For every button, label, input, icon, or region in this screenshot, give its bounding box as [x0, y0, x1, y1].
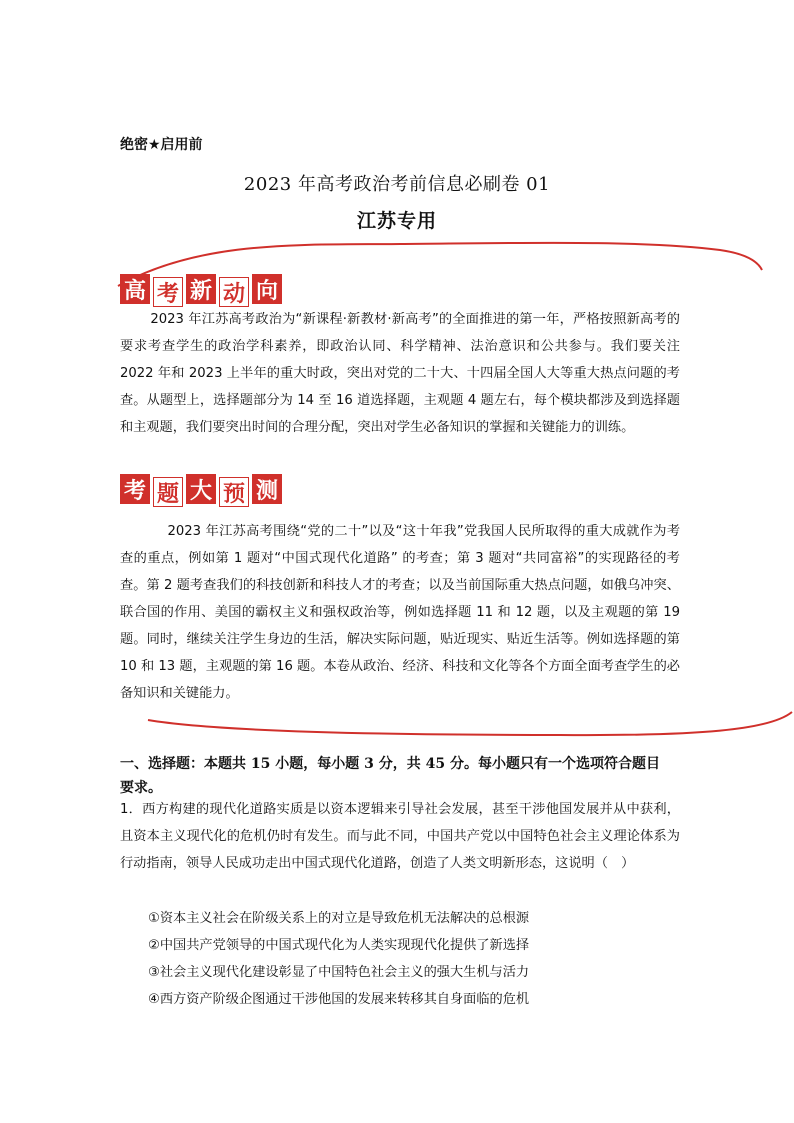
prediction-paragraph: 2023 年江苏高考围绕“党的二十”以及“这十年我”党我国人民所取得的重大成就作为考查的重点，例如第 1 题对“中国式现代化道路” 的考查；第 3 题对“共同富裕”的实现路径的考查。第 2 题考查我们的科技创新和科技人才的考查；以及当前国际重大热点问题，如俄乌冲突、联合国的作用、美国的霸权主义和强权政治等，例如选择题 11 和 12 题，以及主观题的第 19 题。同时，继续关注学生身边的生活，解决实际问题，贴近现实、贴近生活等。例如选择题的第 10 和 13 题，主观题的第 16 题。本卷从政治、经济、科技和文化等各个方面全面考查学生的必备知识和关键能力。: [120, 524, 680, 701]
banner-char: 预: [219, 477, 249, 507]
banner-prediction: [120, 474, 285, 507]
banner-char: 题: [153, 477, 183, 507]
banner-char: 向: [252, 274, 282, 304]
banner-char: 高: [120, 274, 150, 304]
secret-label: 绝密★启用前: [120, 137, 203, 153]
option-item: ②中国共产党领导的中国式现代化为人类实现现代化提供了新选择: [148, 938, 530, 953]
question-1-stem: 1．西方构建的现代化道路实质是以资本逻辑来引导社会发展，甚至干涉他国发展并从中获利，且资本主义现代化的危机仍时有发生。而与此不同，中国共产党以中国特色社会主义理论体系为行动指南，领导人民成功走出中国式现代化道路，创造了人类文明新形态，这说明（ ）: [120, 802, 680, 871]
banner-char: 新: [186, 274, 216, 304]
option-item: ④西方资产阶级企图通过干涉他国的发展来转移其自身面临的危机: [148, 992, 530, 1007]
banner-char: 测: [252, 474, 282, 504]
banner-char: 考: [153, 277, 183, 307]
question-1-options: [148, 905, 529, 1013]
page-title: 2023 年高考政治考前信息必刷卷 01: [243, 174, 551, 195]
banner-char: 考: [120, 474, 150, 504]
option-item: ①资本主义社会在阶级关系上的对立是导致危机无法解决的总根源: [148, 911, 530, 926]
banner-char: 动: [219, 277, 249, 307]
banner-new-trends: [120, 274, 285, 307]
frame-bottom-curve: [148, 712, 792, 735]
page-subtitle: 江苏专用: [356, 210, 437, 232]
option-item: ③社会主义现代化建设彰显了中国特色社会主义的强大生机与活力: [148, 965, 530, 980]
section-heading: 一、选择题：本题共 15 小题，每小题 3 分，共 45 分。每小题只有一个选项符合题目要求。: [120, 756, 660, 796]
new-trends-paragraph: 2023 年江苏高考政治为“新课程·新教材·新高考”的全面推进的第一年，严格按照新高考的要求考查学生的政治学科素养，即政治认同、科学精神、法治意识和公共参与。我们要关注 2022 年和 2023 上半年的重大时政，突出对党的二十大、十四届全国人大等重大热点问题的考查。从题型上，选择题部分为 14 至 16 道选择题，主观题 4 题左右，每个模块都涉及到选择题和主观题，我们要突出时间的合理分配，突出对学生必备知识的掌握和关键能力的训练。: [120, 312, 680, 435]
banner-char: 大: [186, 474, 216, 504]
